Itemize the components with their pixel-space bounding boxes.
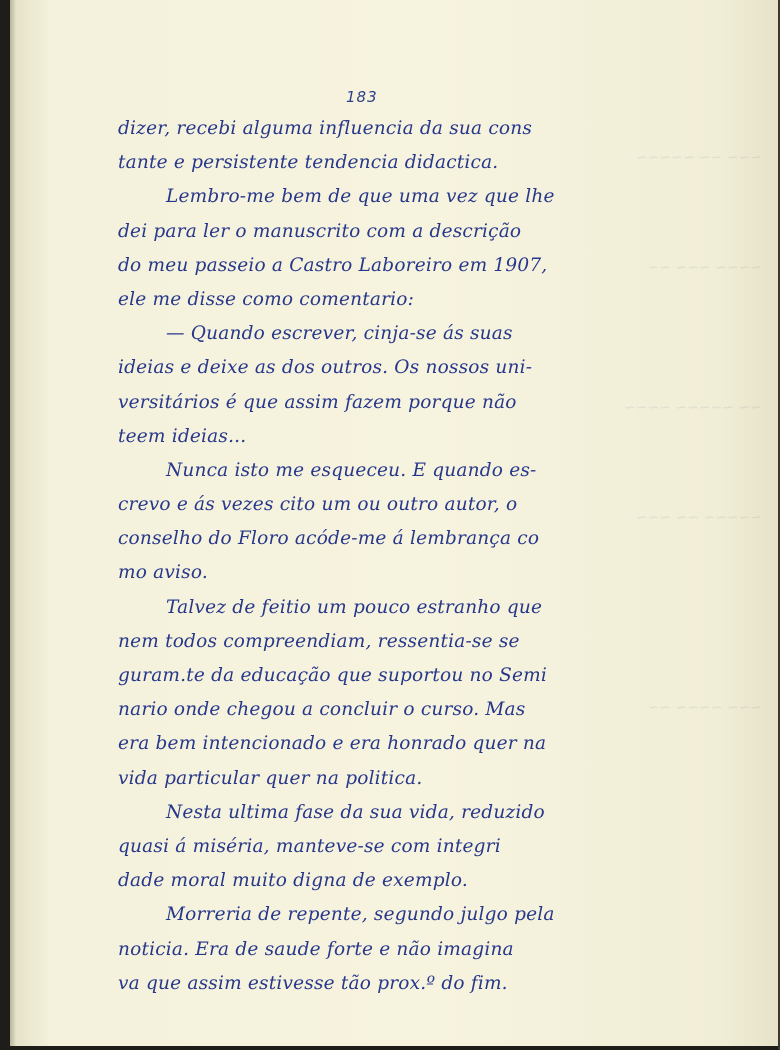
text-line: Nesta ultima fase da sua vida, reduzido [166,801,545,823]
text-line: vida particular quer na politica. [118,767,423,789]
text-line: versitários é que assim fazem porque não [118,391,517,413]
text-line: do meu passeio a Castro Laboreiro em 1907, [118,254,548,276]
handwritten-text [118,112,638,1001]
text-line: — Quando escrever, cinja-se ás suas [166,323,513,345]
text-line: dei para ler o manuscrito com a descrição [118,220,522,242]
bleed-through-decoration: ~~~ ~~~~ ~~ [647,700,762,716]
page-number: 183 [346,88,378,106]
text-line: dizer, recebi alguma influencia da sua cons [118,118,533,139]
text-line: quasi á miséria, manteve-se com integri [118,835,501,857]
text-line: Morreria de repente, segundo julgo pela [166,904,555,926]
text-line: Nunca isto me esqueceu. E quando es- [166,459,537,481]
bleed-through-decoration: ~~~ ~~ ~~~~~ [635,150,762,166]
text-line: teem ideias... [118,425,247,447]
bleed-through-decoration: ~~~~~ ~~ ~~~ [635,510,762,526]
text-line: noticia. Era de saude forte e não imagina [118,938,514,960]
text-line: Lembro-me bem de que uma vez que lhe [166,186,555,208]
text-line: dade moral muito digna de exemplo. [118,870,468,892]
text-line: guram.te da educação que suportou no Semi [118,665,547,686]
text-line: ideias e deixe as dos outros. Os nossos uni- [118,357,533,379]
text-line: ele me disse como comentario: [118,288,415,310]
text-line: era bem intencionado e era honrado quer na [118,733,547,755]
text-line: mo aviso. [118,562,208,584]
text-line: tante e persistente tendencia didactica. [118,152,499,174]
text-line: conselho do Floro acóde-me á lembrança co [118,528,540,550]
text-line: Talvez de feitio um pouco estranho que [166,596,543,618]
text-line: crevo e ás vezes cito um ou outro autor, o [118,494,518,516]
manuscript-page [10,0,780,1046]
text-line: nem todos compreendiam, ressentia-se se [118,630,520,652]
bleed-through-decoration: ~~~~ ~~~ ~~ [647,260,762,276]
bleed-through-decoration: ~~ ~~~~~ ~~~~ [624,400,762,416]
text-line: nario onde chegou a concluir o curso. Mas [118,699,526,721]
text-line: va que assim estivesse tão prox.º do fim. [118,972,508,994]
